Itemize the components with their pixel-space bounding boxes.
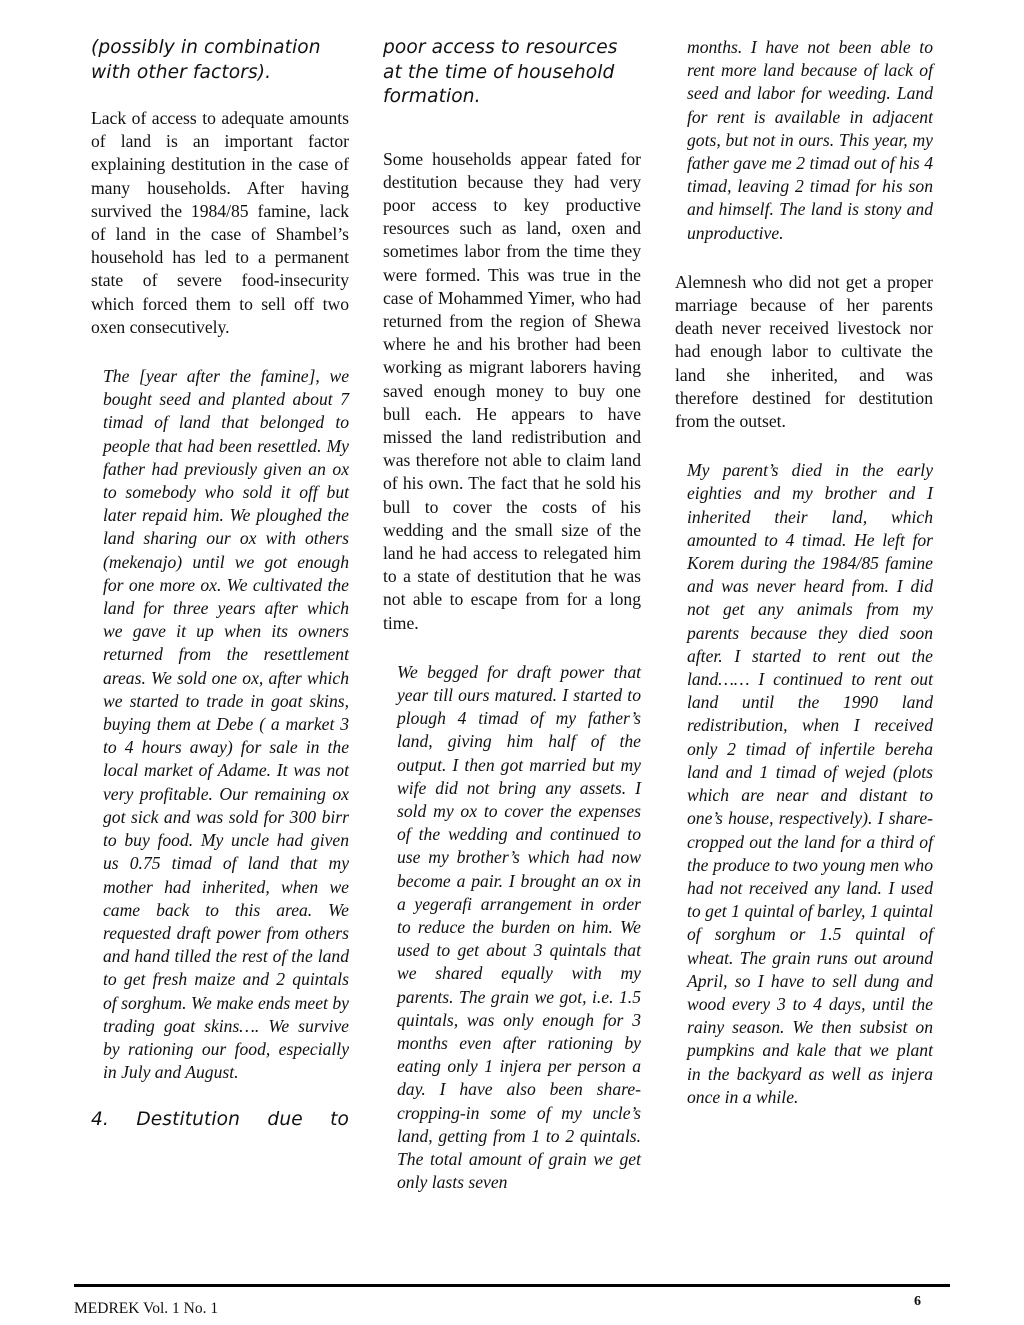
section-heading-continued: (possibly in combination with other factors). bbox=[91, 37, 321, 83]
interview-quote: The [year after the famine], we bought seed and planted about 7 timad of land that belonged to people that had been resettled. My father had previously given an ox to somebody who sold it off but later repaid him. We ploughed the land sharing our ox with others (mekenajo) until we got enough for one more ox. We cultivated the land for three years after which we gave it up when its owners returned from the resettlement areas. We sold one ox, after which we started to trade in goat skins, buying them at Debe ( a market 3 to 4 hours away) for sale in the local market of Adame. It was not very profitable. Our remaining ox got sick and was sold for 300 birr to buy food. My uncle had given us 0.75 timad of land that my mother had inherited, when we came back to this area. We requested draft power from others and hand tilled the rest of the land to get fresh maize and 2 quintals of sorghum. We make ends meet by trading goat skins…. We survive by rationing our food, especially in July and August. bbox=[103, 366, 349, 1083]
column-3 bbox=[675, 36, 933, 1109]
page-number: 6 bbox=[914, 1294, 921, 1309]
body-paragraph: Some households appear fated for destitution because they had very poor access to key productive resources such as land, oxen and sometimes labor from the time they were formed. This was true in the case of Mohammed Yimer, who had returned from the region of Shewa where he and his brother had been working as migrant laborers having saved enough money to buy one bull each. He appears to have missed the land redistribution and was therefore not able to claim land of his own. The fact that he sold his bull to cover the costs of his wedding and the small size of the land he had access to relegated him to a state of destitution that he was not able to escape from for a long time. bbox=[383, 148, 641, 633]
interview-quote-continued: months. I have not been able to rent more land because of lack of seed and labor for weeding. Land for rent is available in adjacent gots, but not in ours. This year, my father gave me 2 timad out of his 4 timad, leaving 2 timad for his son and himself. The land is stony and unproductive. bbox=[687, 37, 933, 243]
journal-name: MEDREK Vol. 1 No. 1 bbox=[74, 1300, 219, 1317]
column-1 bbox=[91, 36, 349, 1155]
body-paragraph: Lack of access to adequate amounts of land is an important factor explaining destitution in the case of many households. After having survived the 1984/85 famine, lack of land in the case of Shambel’s household has led to a permanent state of severe food-insecurity which forced them to sell off two oxen consecutively. bbox=[91, 108, 349, 337]
body-paragraph: Alemnesh who did not get a proper marriage because of her parents death never received livestock nor had enough labor to cultivate the land she inherited, and was therefore destined for destitution from the outset. bbox=[675, 271, 933, 432]
section-heading: 4. Destitution due to bbox=[91, 1109, 349, 1131]
column-2 bbox=[383, 36, 641, 1194]
interview-quote: My parent’s died in the early eighties and my brother and I inherited their land, which amounted to 4 timad. He left for Korem during the 1984/85 famine and was never heard from. I did not get any animals from my parents because they died soon after. I started to rent out the land…… I continued to rent out land until the 1990 land redistribution, when I received only 2 timad of infertile bereha land and 1 timad of wejed (plots which are near and distant to one’s house, respectively). I sharecropped out the land for a third of the produce to two young men who had not received any land. I used to get 1 quintal of barley, 1 quintal of sorghum or 1.5 quintal of wheat. The grain runs out around April, so I have to sell dung and wood every 3 to 4 days, until the rainy season. We then subsist on pumpkins and kale that we plant in the backyard as well as injera once in a while. bbox=[687, 460, 933, 1107]
interview-quote: We begged for draft power that year till ours matured. I started to plough 4 timad of my father’s land, giving him half of the output. I then got married but my wife did not bring any assets. I sold my ox to cover the expenses of the wedding and continued to use my brother’s which had now become a pair. I brought an ox in a yegerafi arrangement in order to reduce the burden on him. We used to get about 3 quintals that we shared equally with my parents. The grain we got, i.e. 1.5 quintals, was only enough for 3 months even after rationing by eating only 1 injera per person a day. I have also been sharecropping-in some of my uncle’s land, getting from 1 to 2 quintals. The total amount of grain we get only lasts seven bbox=[397, 661, 641, 1193]
footer-rule bbox=[74, 1284, 950, 1287]
section-heading-continued: poor access to resources at the time of household formation. bbox=[383, 37, 618, 107]
